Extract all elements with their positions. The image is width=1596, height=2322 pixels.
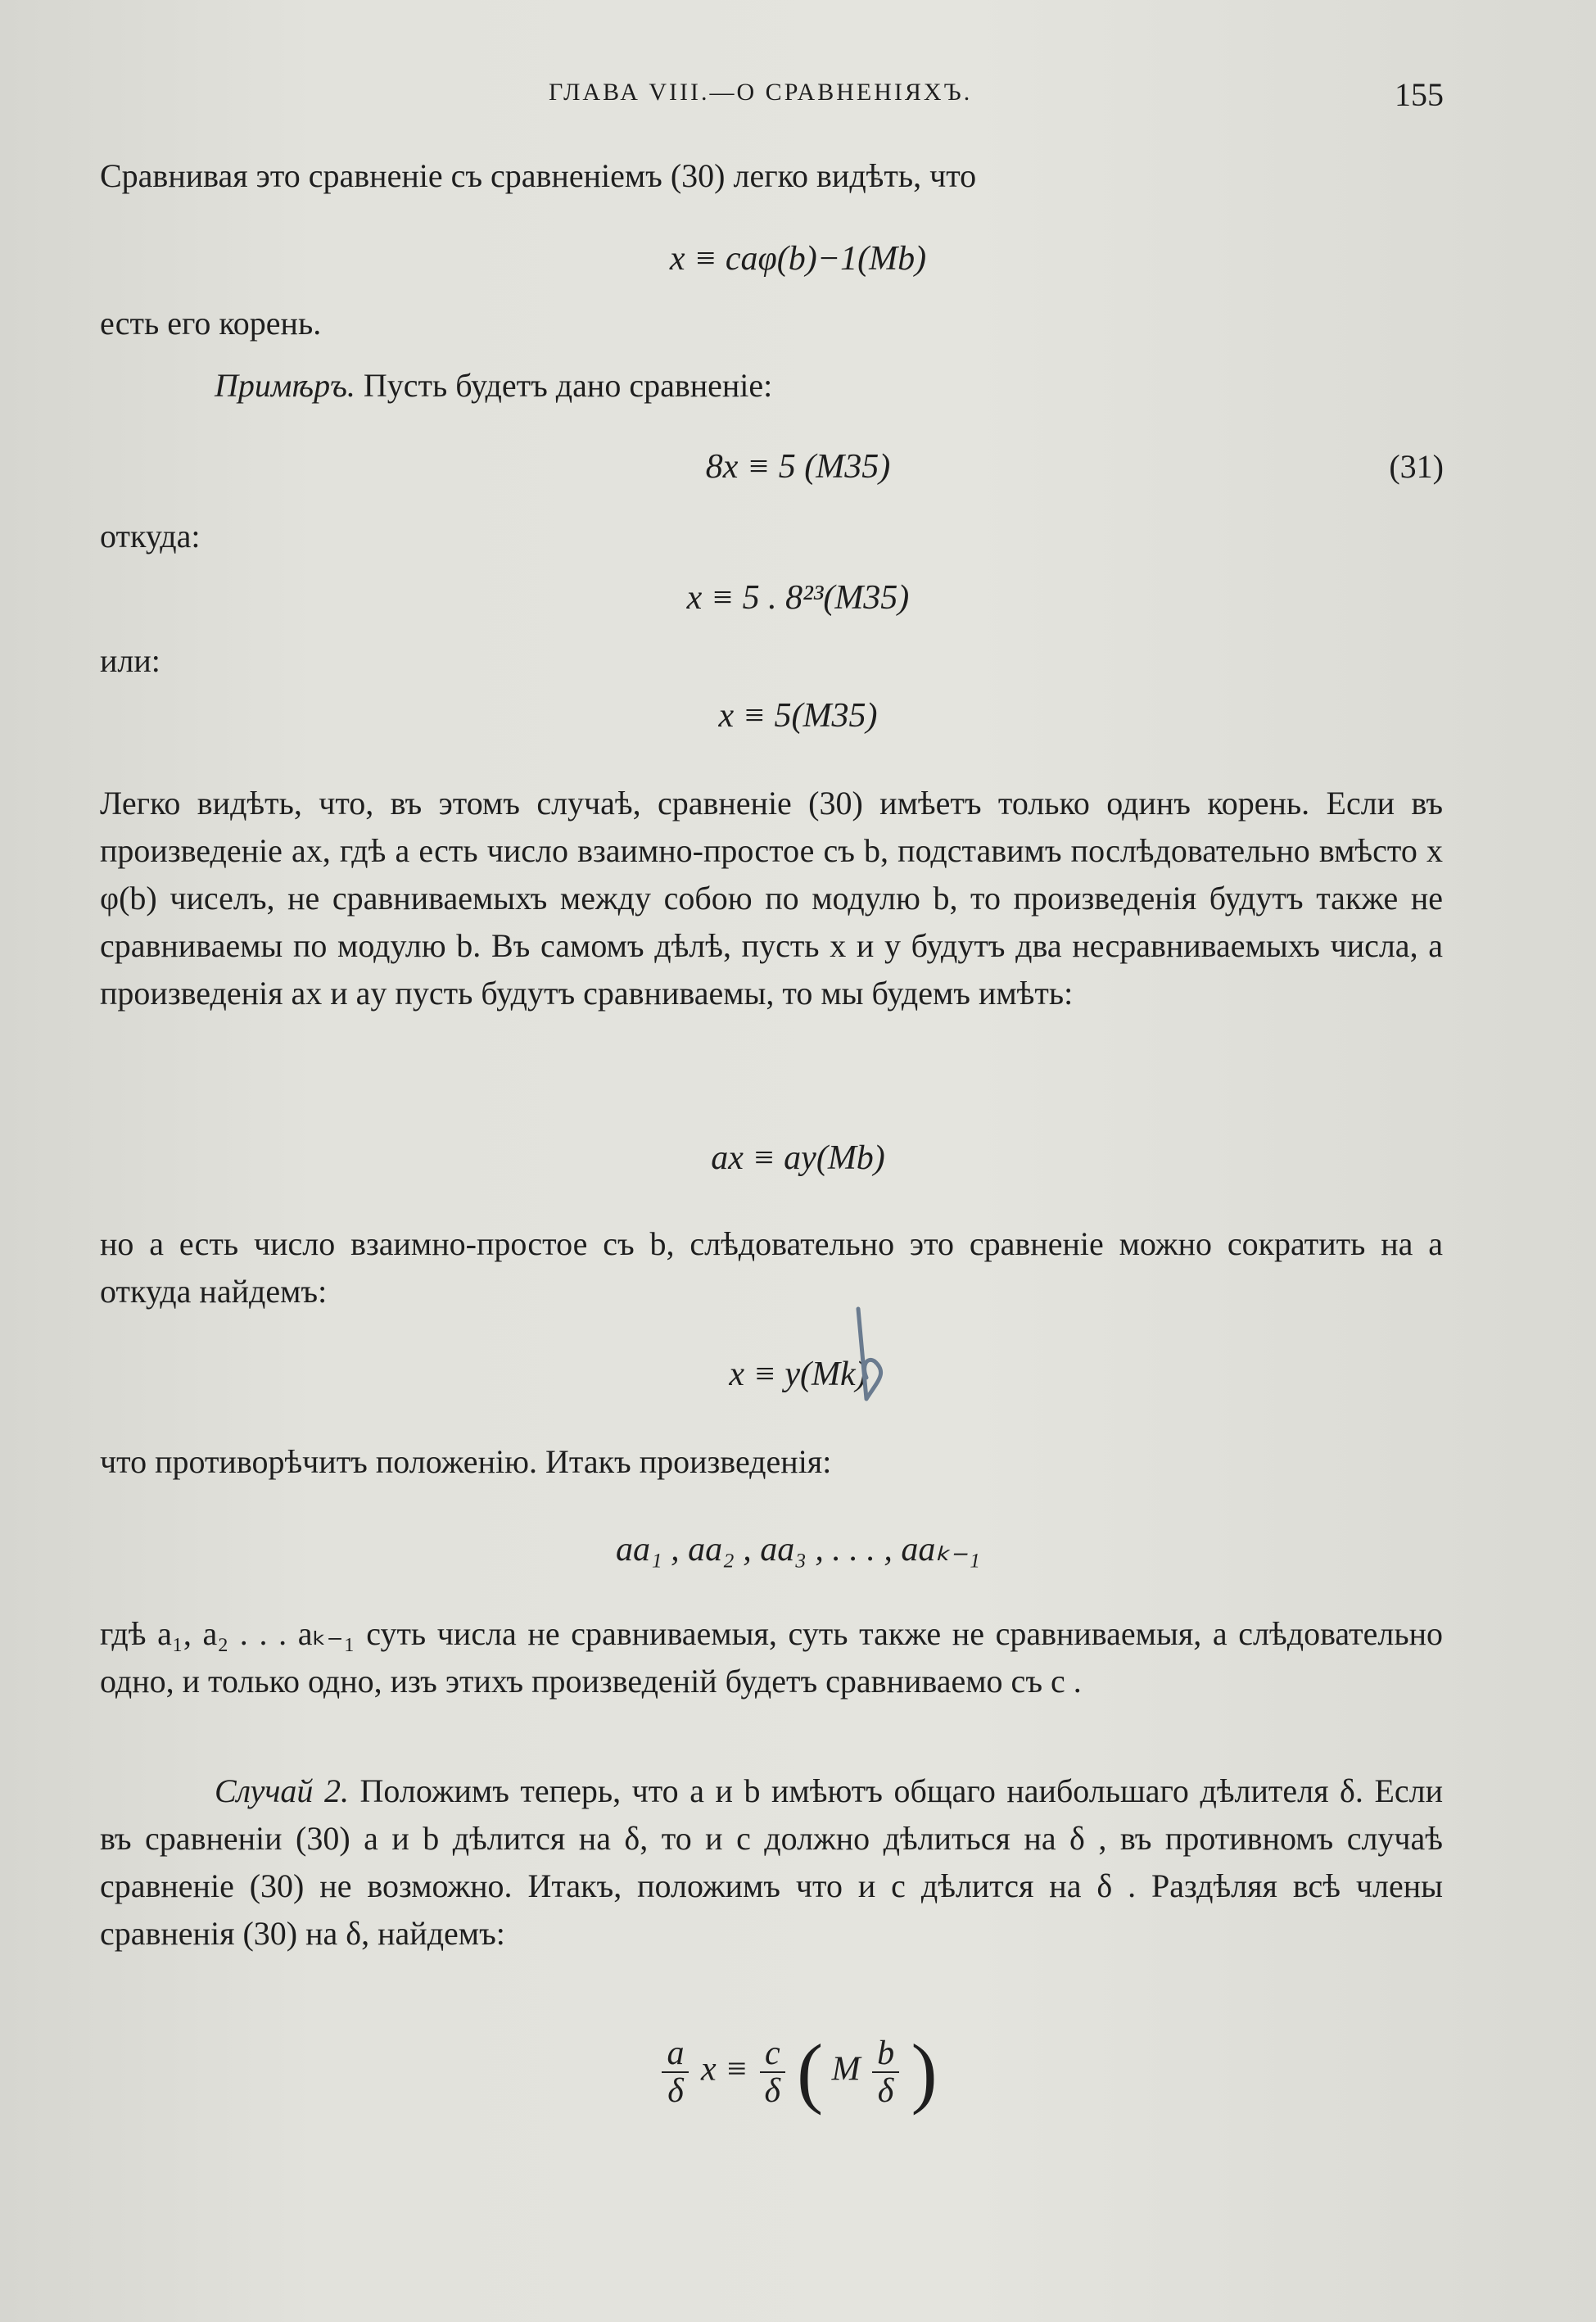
paragraph-10 (100, 1768, 1443, 1958)
equation-3-text: x ≡ 5 . 8²³(M35) (686, 579, 910, 617)
equation-6 (0, 1355, 1596, 1394)
equation-6-text: x ≡ y(Mk) (729, 1356, 867, 1393)
equation-number-31: (31) (1389, 448, 1444, 485)
page-header (0, 76, 1596, 120)
fraction-c-over-delta (760, 2035, 785, 2109)
paragraph-7: но a есть число взаимно-простое съ b, слѣдовательно это сравненіе можно сократить на a откуда найдемъ: (100, 1225, 1443, 1310)
fraction-numerator-a: a (662, 2035, 689, 2073)
equation-1-text: x ≡ caφ(b)−1(Mb) (669, 240, 927, 278)
paragraph-8: что противорѣчитъ положенію. Итакъ произведенія: (100, 1443, 832, 1480)
equation-4-text: x ≡ 5(M35) (718, 697, 878, 735)
fraction-a-over-delta (662, 2035, 689, 2109)
equation-7 (0, 1528, 1596, 1569)
equation-5-text: ax ≡ ay(Mb) (711, 1139, 885, 1177)
fraction-b-over-delta (872, 2035, 899, 2109)
paragraph-10-text: Положимъ теперь, что a и b имѣютъ общаго наибольшаго дѣлителя δ. Если въ сравненіи (30) a и b дѣлится на δ, то и c должно дѣлиться на δ , въ противномъ случаѣ сравненіе (30) не возможно. Итакъ, положимъ что и c дѣлится на δ . Раздѣляя всѣ члены сравненія (30) на δ, найдемъ: (100, 1772, 1443, 1952)
paragraph-1: Сравнивая это сравненіе съ сравненіемъ (30) легко видѣть, что (100, 157, 977, 194)
equation-8 (0, 2028, 1596, 2116)
page-number: 155 (1395, 76, 1444, 113)
example-label: Примѣръ. (215, 367, 355, 404)
running-head: ГЛАВА VIII.—О СРАВНЕНІЯХЪ. (549, 79, 973, 106)
fraction-numerator-b: b (872, 2035, 899, 2073)
equation-4 (0, 696, 1596, 736)
left-paren: ( (797, 2028, 824, 2116)
fraction-denominator-delta-3: δ (877, 2072, 894, 2110)
paragraph-9: гдѣ a₁, a₂ . . . aₖ₋₁ суть числа не сравниваемыя, суть также не сравниваемыя, а слѣдовательно одно, и только одно, изъ этихъ произведеній будетъ сравниваемо съ c . (100, 1615, 1443, 1700)
paragraph-3-text: Пусть будетъ дано сравненіе: (355, 367, 773, 404)
equation-2 (0, 447, 1596, 487)
equation-2-text: 8x ≡ 5 (M35) (705, 448, 891, 486)
fraction-denominator-delta: δ (667, 2072, 684, 2110)
equation-1 (0, 239, 1596, 278)
paragraph-3 (100, 362, 1443, 410)
fraction-numerator-c: c (760, 2035, 785, 2073)
equation-3 (0, 578, 1596, 618)
paragraph-4: откуда: (100, 518, 201, 554)
equation-7-text: aa₁ , aa₂ , aa₃ , . . . , aaₖ₋₁ (616, 1531, 980, 1568)
case-label: Случай 2. (215, 1772, 349, 1809)
right-paren: ) (911, 2028, 938, 2116)
equation-8-modulus-M: M (831, 2050, 861, 2089)
paragraph-5: или: (100, 642, 161, 679)
equation-8-x-congruent: x ≡ (700, 2050, 748, 2089)
pencil-annotation-mark (842, 1302, 891, 1409)
equation-5 (0, 1138, 1596, 1178)
paragraph-2: есть его корень. (100, 305, 322, 342)
fraction-denominator-delta-2: δ (764, 2072, 781, 2110)
paragraph-6: Легко видѣть, что, въ этомъ случаѣ, сравненіе (30) имѣетъ только одинъ корень. Если въ произведеніе ax, гдѣ a есть число взаимно-простое съ b, подставимъ послѣдовательно вмѣсто x φ(b) чиселъ, не сравниваемыхъ между собою по модулю b, то произведенія будутъ также не сравниваемы по модулю b. Въ самомъ дѣлѣ, пусть x и y будутъ два несравниваемыхъ числа, а произведенія ax и ay пусть будутъ сравниваемы, то мы будемъ имѣть: (100, 785, 1443, 1012)
